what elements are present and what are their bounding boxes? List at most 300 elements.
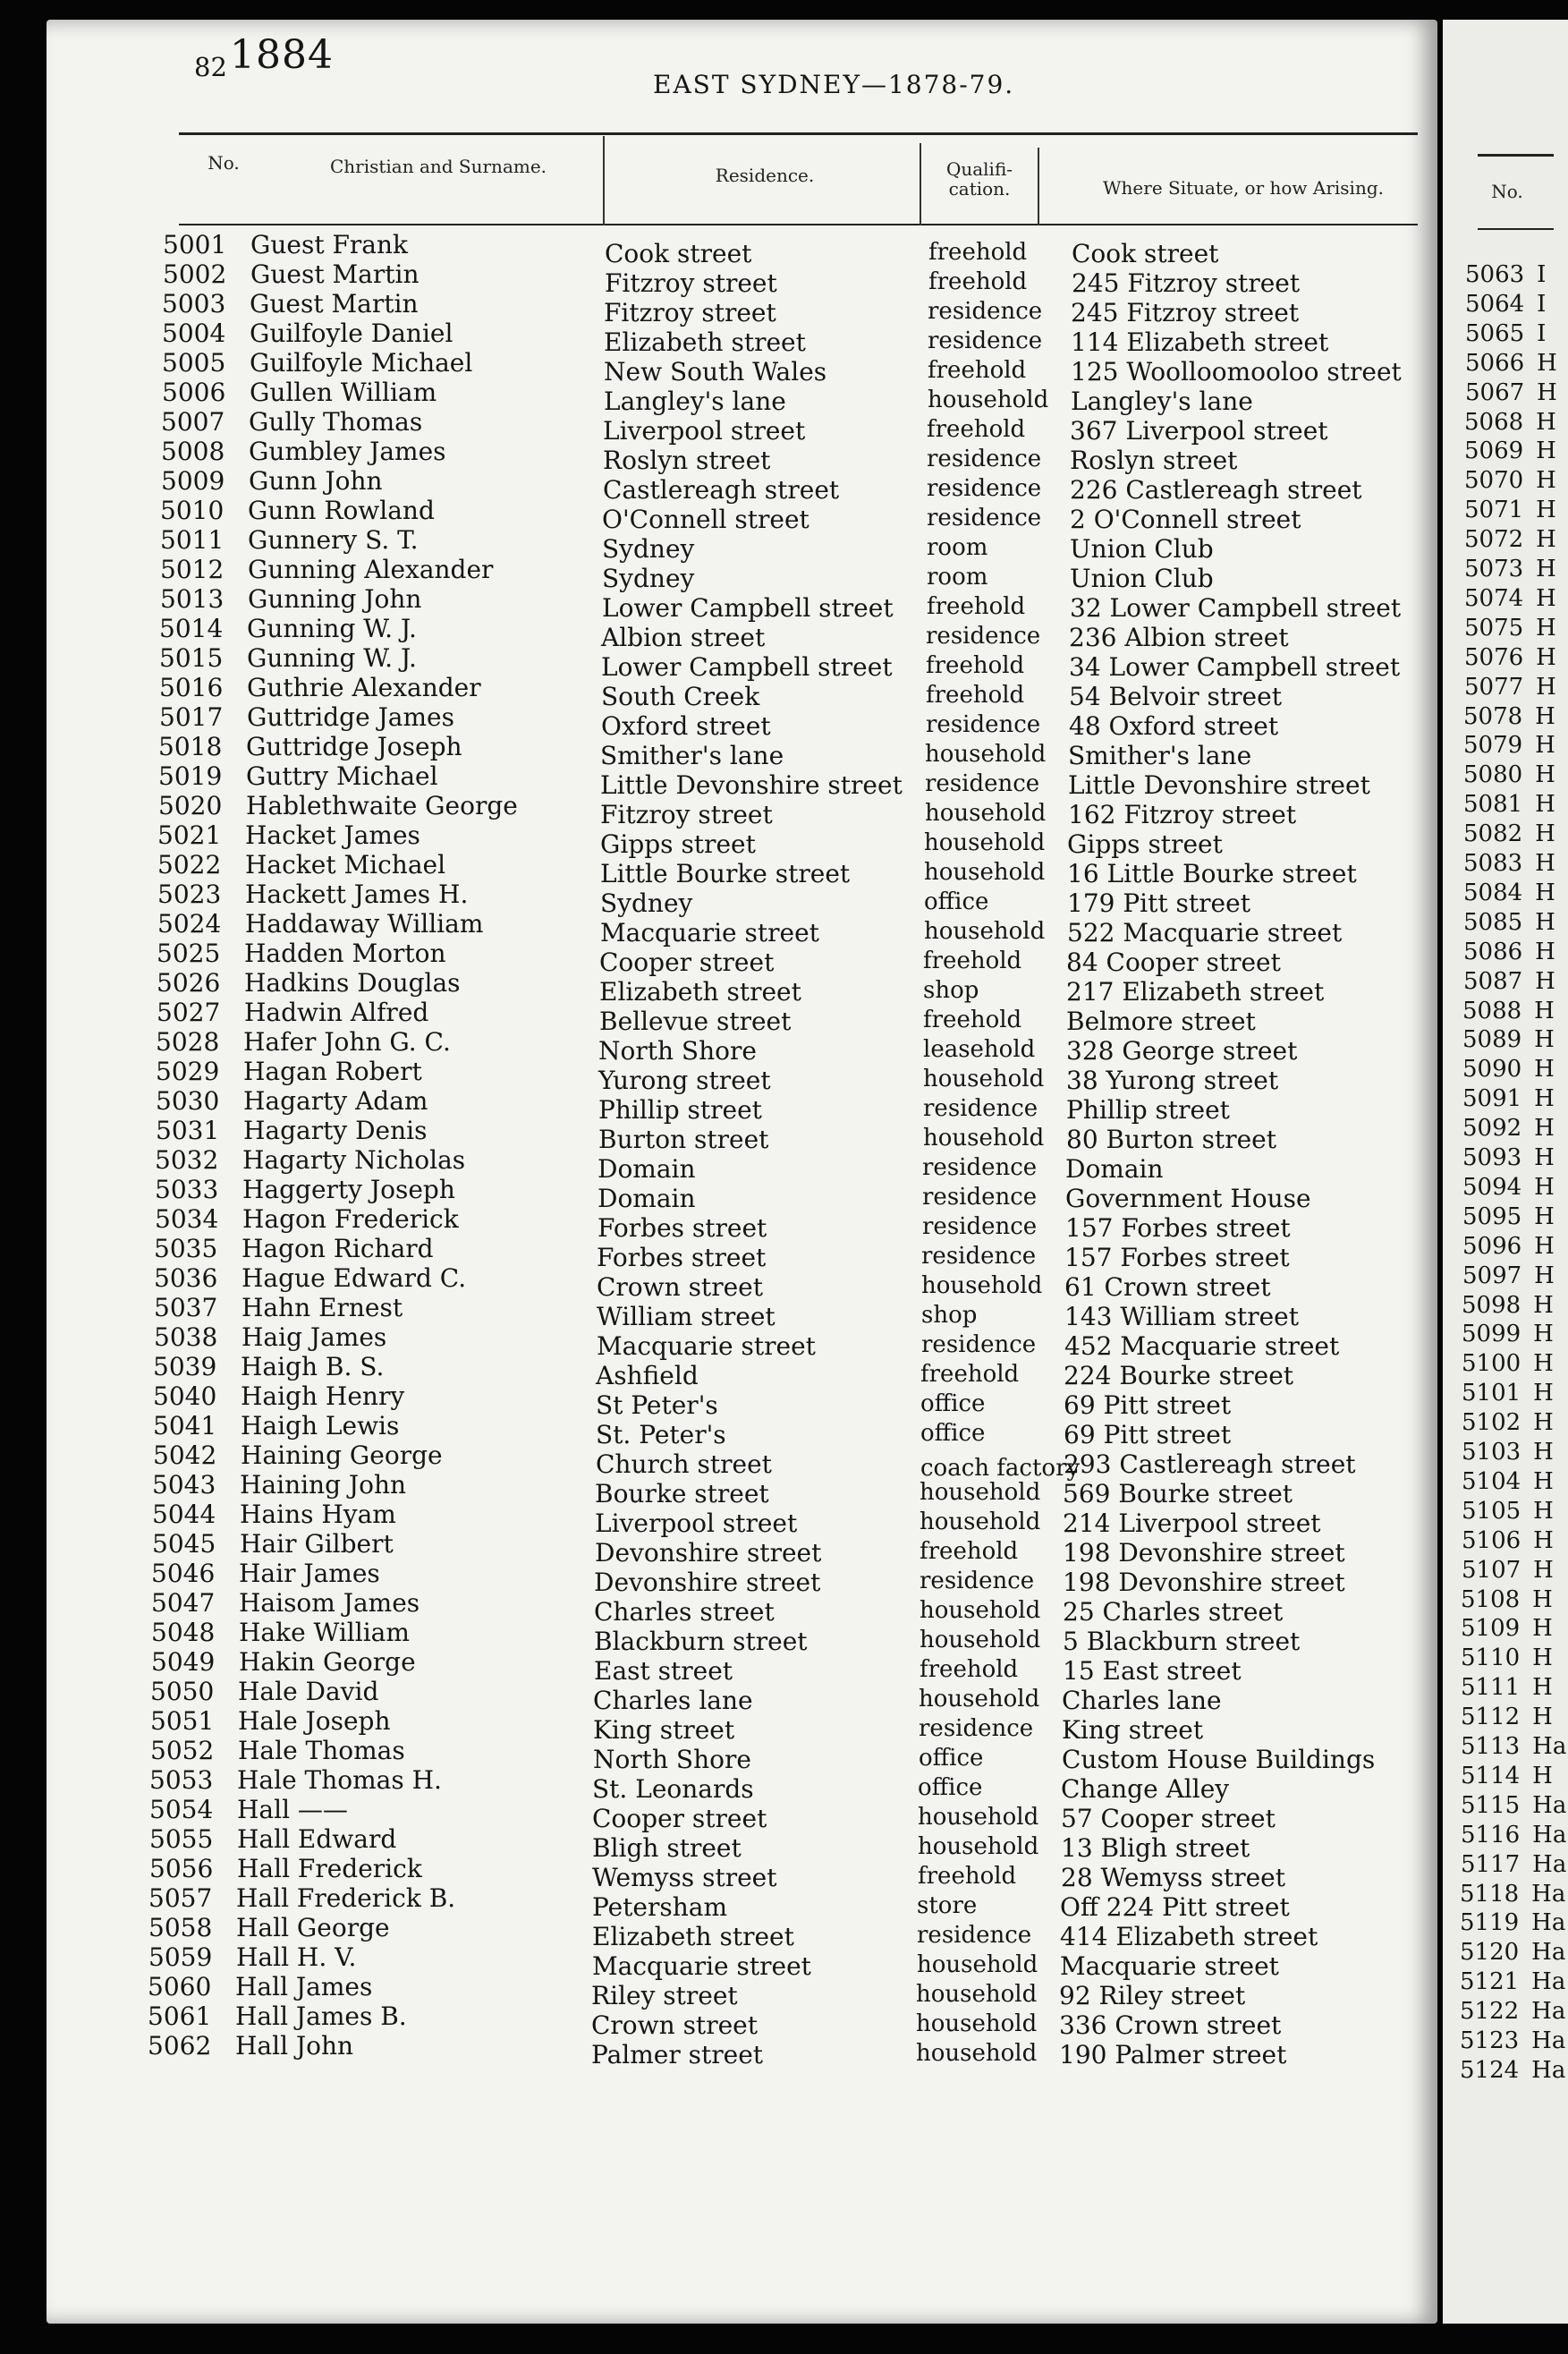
facing-row-number: 5089 — [1462, 1026, 1522, 1053]
facing-row — [1462, 998, 1555, 1024]
voter-qualification: leasehold — [923, 1036, 1036, 1063]
facing-row-name-fragment: H — [1533, 1468, 1554, 1495]
facing-row — [1464, 497, 1556, 523]
voter-qualification: office — [924, 888, 989, 915]
facing-row — [1465, 350, 1557, 377]
voter-name: Haggerty Joseph — [242, 1175, 455, 1204]
facing-row — [1462, 1292, 1554, 1319]
facing-row — [1464, 556, 1556, 582]
voter-property-location: 414 Elizabeth street — [1060, 1922, 1318, 1951]
facing-row — [1461, 1615, 1553, 1642]
voter-residence: Elizabeth street — [592, 1922, 794, 1951]
voter-residence: Langley's lane — [604, 387, 786, 416]
voter-property-location: 452 Macquarie street — [1064, 1331, 1340, 1361]
voter-property-location: 84 Cooper street — [1066, 948, 1281, 977]
voter-name: Haigh B. S. — [241, 1352, 385, 1381]
voter-qualification: shop — [923, 977, 979, 1004]
facing-row-name-fragment: H — [1535, 968, 1555, 995]
facing-row — [1461, 1763, 1553, 1789]
voter-residence: Blackburn street — [594, 1627, 808, 1656]
facing-row-number: 5072 — [1464, 526, 1524, 553]
voter-qualification: household — [924, 829, 1046, 856]
voter-residence: King street — [593, 1715, 735, 1745]
voter-qualification: residence — [926, 711, 1041, 738]
voter-property-location: Belmore street — [1066, 1007, 1256, 1036]
facing-row-number: 5070 — [1464, 467, 1524, 494]
voter-qualification: freehold — [928, 357, 1027, 384]
facing-row — [1460, 2057, 1565, 2084]
voter-residence: Ashfield — [596, 1361, 699, 1390]
facing-row-name-fragment: H — [1535, 909, 1555, 936]
voter-qualification: residence — [926, 623, 1041, 650]
voter-name: Haining John — [240, 1470, 407, 1500]
facing-row-number: 5114 — [1461, 1763, 1521, 1789]
facing-row — [1462, 1262, 1555, 1289]
voter-name: Hall Frederick — [237, 1854, 422, 1883]
facing-row-name-fragment: Ha — [1532, 1733, 1567, 1760]
voter-number: 5055 — [149, 1824, 214, 1854]
voter-property-location: 13 Bligh street — [1061, 1833, 1250, 1863]
voter-number: 5015 — [159, 643, 224, 673]
voter-number: 5030 — [156, 1086, 220, 1116]
facing-row-name-fragment: I — [1537, 291, 1547, 318]
voter-qualification: household — [920, 1479, 1041, 1506]
facing-row-number: 5098 — [1462, 1292, 1521, 1319]
voter-number: 5005 — [162, 348, 226, 378]
facing-row-number: 5082 — [1463, 820, 1523, 847]
voter-number: 5045 — [152, 1529, 216, 1559]
facing-row-name-fragment: H — [1534, 1174, 1555, 1201]
voter-qualification: residence — [920, 1568, 1035, 1594]
voter-number: 5002 — [163, 259, 227, 289]
facing-row-name-fragment: H — [1533, 1527, 1554, 1554]
facing-row-number: 5088 — [1462, 998, 1522, 1024]
voter-name: Hale Thomas H. — [237, 1765, 442, 1795]
voter-residence: Burton street — [598, 1125, 769, 1154]
facing-row-name-fragment: H — [1536, 526, 1556, 553]
voter-name: Gunning Alexander — [248, 555, 494, 584]
voter-property-location: 179 Pitt street — [1067, 888, 1250, 918]
facing-row-number: 5113 — [1461, 1733, 1521, 1760]
voter-qualification: freehold — [928, 268, 1028, 295]
voter-name: Guilfoyle Michael — [250, 348, 473, 378]
voter-number: 5049 — [151, 1647, 216, 1677]
facing-row-number: 5068 — [1464, 409, 1524, 436]
voter-residence: Domain — [598, 1184, 696, 1213]
facing-row-name-fragment: H — [1534, 1262, 1555, 1289]
voter-property-location: 367 Liverpool street — [1070, 416, 1328, 446]
voter-number: 5056 — [149, 1854, 214, 1883]
facing-row-name-fragment: H — [1532, 1704, 1553, 1730]
voter-name: Gunning W. J. — [247, 643, 417, 673]
voter-property-location: 293 Castlereagh street — [1064, 1449, 1356, 1479]
voter-name: Hadkins Douglas — [244, 968, 461, 998]
facing-row — [1461, 1644, 1553, 1671]
voter-name: Hale Thomas — [238, 1736, 405, 1765]
facing-row-name-fragment: Ha — [1531, 1968, 1566, 1995]
voter-qualification: residence — [922, 1184, 1038, 1211]
facing-row — [1461, 1586, 1553, 1613]
facing-row — [1464, 585, 1556, 612]
facing-row — [1462, 1527, 1554, 1554]
voter-name: Hall Edward — [237, 1824, 397, 1854]
facing-row — [1461, 1674, 1553, 1701]
facing-row-name-fragment: H — [1533, 1439, 1554, 1466]
voter-residence: Bligh street — [592, 1833, 742, 1863]
voter-property-location: Government House — [1065, 1184, 1311, 1213]
voter-name: Haisom James — [239, 1588, 420, 1618]
voter-name: Hagarty Denis — [243, 1116, 428, 1145]
facing-row — [1463, 820, 1555, 847]
voter-qualification: freehold — [926, 682, 1025, 709]
voter-qualification: residence — [927, 475, 1042, 502]
facing-row — [1461, 1733, 1566, 1760]
voter-number: 5039 — [153, 1352, 217, 1381]
voter-property-location: Phillip street — [1066, 1095, 1230, 1125]
header-top-rule — [179, 132, 1418, 135]
voter-number: 5003 — [162, 289, 226, 319]
voter-residence: Wemyss street — [592, 1863, 777, 1892]
voter-name: Hadwin Alfred — [244, 998, 429, 1027]
facing-row — [1462, 1468, 1554, 1495]
facing-row-number: 5073 — [1464, 556, 1524, 582]
voter-name: Hall John — [235, 2031, 354, 2061]
voter-name: Guttry Michael — [246, 761, 438, 791]
facing-row — [1462, 1056, 1555, 1083]
voter-property-location: 25 Charles street — [1063, 1597, 1284, 1627]
facing-row-number: 5119 — [1460, 1909, 1520, 1936]
voter-property-location: 54 Belvoir street — [1069, 682, 1282, 711]
voter-property-location: 198 Devonshire street — [1063, 1568, 1345, 1597]
voter-qualification: freehold — [928, 239, 1028, 266]
voter-property-location: 15 East street — [1063, 1656, 1242, 1686]
voter-number: 5050 — [150, 1677, 215, 1706]
voter-property-location: Custom House Buildings — [1062, 1745, 1376, 1774]
voter-name: Hake William — [239, 1618, 410, 1647]
facing-row — [1462, 1439, 1554, 1466]
facing-row — [1464, 526, 1556, 553]
voter-name: Hagan Robert — [243, 1057, 422, 1086]
voter-property-location: 226 Castlereagh street — [1070, 475, 1362, 505]
voter-number: 5037 — [154, 1293, 218, 1322]
voter-name: Gunning W. J. — [247, 614, 417, 643]
voter-name: Gunning John — [248, 584, 422, 614]
voter-qualification: residence — [927, 505, 1042, 531]
voter-qualification: household — [919, 1686, 1040, 1712]
facing-row-name-fragment: H — [1536, 556, 1556, 582]
voter-name: Hale David — [238, 1677, 379, 1706]
voter-number: 5059 — [148, 1942, 213, 1972]
voter-qualification: household — [918, 1804, 1039, 1831]
voter-qualification: residence — [928, 327, 1043, 354]
facing-row-number: 5120 — [1460, 1939, 1520, 1966]
voter-name: Hacket Michael — [245, 850, 446, 880]
facing-row-name-fragment: H — [1534, 1026, 1555, 1053]
facing-row — [1465, 320, 1546, 347]
voter-residence: South Creek — [601, 682, 760, 711]
right-header-top-rule — [1478, 154, 1554, 157]
header-no: No. — [208, 152, 240, 174]
voter-residence: Charles street — [594, 1597, 775, 1627]
voter-residence: St Peter's — [596, 1390, 718, 1420]
voter-number: 5017 — [159, 702, 224, 732]
voter-residence: Fitzroy street — [605, 268, 777, 298]
facing-row — [1460, 1881, 1565, 1908]
facing-row-name-fragment: H — [1535, 820, 1555, 847]
voter-property-location: 157 Forbes street — [1065, 1213, 1291, 1243]
voter-residence: Elizabeth street — [599, 977, 801, 1007]
facing-row-number: 5079 — [1463, 732, 1523, 759]
voter-number: 5020 — [158, 791, 223, 820]
voter-name: Guthrie Alexander — [247, 673, 481, 702]
voter-residence: Riley street — [591, 1981, 738, 2010]
voter-number: 5058 — [148, 1913, 213, 1942]
voter-qualification: household — [920, 1627, 1041, 1653]
facing-row-name-fragment: H — [1535, 939, 1555, 965]
voter-name: Haigh Lewis — [241, 1411, 400, 1440]
facing-row — [1464, 409, 1556, 436]
voter-name: Hall Frederick B. — [236, 1883, 456, 1913]
voter-residence: Sydney — [602, 564, 695, 593]
voter-property-location: 69 Pitt street — [1064, 1420, 1232, 1449]
voter-property-location: 92 Riley street — [1059, 1981, 1246, 2010]
voter-qualification: room — [927, 534, 988, 561]
voter-property-location: King street — [1062, 1715, 1204, 1745]
facing-row-name-fragment: H — [1534, 1085, 1555, 1112]
voter-qualification: residence — [921, 1243, 1037, 1270]
header-where: Where Situate, or how Arising. — [1102, 177, 1384, 199]
facing-row-number: 5071 — [1464, 497, 1524, 523]
voter-qualification: residence — [917, 1922, 1032, 1949]
facing-row — [1463, 909, 1555, 936]
facing-row — [1462, 1115, 1555, 1142]
voter-qualification: residence — [919, 1715, 1034, 1742]
facing-row — [1464, 674, 1556, 701]
voter-qualification: office — [920, 1420, 986, 1447]
voter-number: 5014 — [159, 614, 224, 643]
facing-row — [1461, 1822, 1566, 1848]
page-title: EAST SYDNEY—1878-79. — [653, 70, 1015, 99]
voter-residence: Macquarie street — [597, 1331, 816, 1361]
voter-name: Hagarty Nicholas — [242, 1145, 466, 1175]
facing-row-number: 5103 — [1462, 1439, 1521, 1466]
voter-qualification: freehold — [926, 652, 1025, 679]
facing-row-number: 5091 — [1462, 1085, 1522, 1112]
voter-qualification: freehold — [923, 1007, 1022, 1033]
voter-residence: Albion street — [601, 623, 766, 652]
facing-row-number: 5090 — [1462, 1056, 1522, 1083]
voter-property-location: 28 Wemyss street — [1061, 1863, 1286, 1892]
voter-number: 5006 — [162, 378, 226, 407]
voter-residence: Roslyn street — [603, 446, 771, 475]
voter-number: 5033 — [155, 1175, 219, 1204]
voter-name: Guest Martin — [250, 289, 419, 319]
voter-property-location: 32 Lower Campbell street — [1070, 593, 1402, 623]
voter-property-location: Little Devonshire street — [1068, 770, 1370, 800]
facing-row-name-fragment: H — [1535, 791, 1555, 818]
voter-property-location: 5 Blackburn street — [1063, 1627, 1301, 1656]
voter-number: 5022 — [157, 850, 222, 880]
facing-row-number: 5075 — [1464, 615, 1524, 642]
voter-name: Hair James — [239, 1559, 380, 1588]
facing-row-name-fragment: H — [1533, 1380, 1554, 1406]
facing-row — [1463, 761, 1555, 788]
voter-residence: Crown street — [591, 2010, 758, 2040]
voter-number: 5025 — [157, 939, 221, 968]
facing-row — [1464, 438, 1556, 464]
facing-row — [1463, 850, 1555, 877]
voter-number: 5046 — [151, 1559, 216, 1588]
facing-row-number: 5093 — [1462, 1144, 1522, 1171]
voter-name: Haigh Henry — [241, 1381, 405, 1411]
voter-residence: Little Devonshire street — [600, 770, 903, 800]
facing-row-number: 5097 — [1462, 1262, 1522, 1289]
voter-residence: Bourke street — [595, 1479, 769, 1508]
voter-name: Gunn Rowland — [248, 496, 435, 525]
facing-row-name-fragment: Ha — [1531, 1909, 1566, 1936]
voter-name: Guest Frank — [250, 230, 408, 259]
voter-number: 5011 — [160, 525, 225, 555]
facing-row-name-fragment: H — [1534, 1115, 1555, 1142]
facing-row-name-fragment: H — [1536, 438, 1556, 464]
voter-property-location: 224 Bourke street — [1064, 1361, 1294, 1390]
facing-row-number: 5069 — [1464, 438, 1524, 464]
facing-row-number: 5118 — [1460, 1881, 1520, 1908]
voter-name: Hagarty Adam — [243, 1086, 428, 1116]
facing-row-name-fragment: H — [1536, 409, 1556, 436]
voter-name: Guttridge Joseph — [246, 732, 462, 761]
divider-residence-qual — [920, 143, 921, 225]
facing-row — [1464, 615, 1556, 642]
voter-number: 5024 — [157, 909, 222, 939]
voter-name: Hagon Frederick — [242, 1204, 459, 1234]
facing-row-name-fragment: H — [1537, 379, 1557, 406]
voter-qualification: office — [920, 1390, 986, 1417]
voter-residence: William street — [597, 1302, 776, 1331]
facing-row-name-fragment: I — [1537, 320, 1547, 347]
voter-property-location: 236 Albion street — [1069, 623, 1289, 652]
facing-row-number: 5095 — [1462, 1203, 1522, 1230]
facing-row-name-fragment: H — [1536, 615, 1556, 642]
facing-row-name-fragment: Ha — [1531, 1939, 1566, 1966]
facing-row — [1460, 1939, 1565, 1966]
facing-row-name-fragment: H — [1532, 1644, 1553, 1671]
voter-residence: Lower Campbell street — [602, 593, 894, 623]
voter-residence: Oxford street — [601, 711, 771, 741]
voter-number: 5060 — [148, 1972, 212, 2001]
facing-row — [1462, 1409, 1554, 1436]
voter-property-location: Gipps street — [1067, 829, 1223, 859]
voter-number: 5044 — [152, 1500, 216, 1529]
voter-name: Haig James — [242, 1322, 387, 1352]
facing-row-number: 5123 — [1460, 2027, 1520, 2054]
facing-row-number: 5117 — [1461, 1851, 1521, 1878]
facing-row-name-fragment: H — [1536, 674, 1556, 701]
voter-property-location: 48 Oxford street — [1069, 711, 1279, 741]
voter-qualification: household — [923, 1125, 1045, 1152]
voter-qualification: household — [916, 1981, 1038, 2008]
voter-name: Gumbley James — [249, 437, 446, 466]
voter-qualification: household — [916, 2010, 1038, 2037]
voter-number: 5054 — [149, 1795, 214, 1824]
voter-residence: Elizabeth street — [604, 327, 806, 357]
facing-row-name-fragment: H — [1535, 761, 1555, 788]
facing-row — [1462, 1498, 1554, 1525]
voter-property-location: 214 Liverpool street — [1063, 1508, 1321, 1538]
voter-name: Hains Hyam — [240, 1500, 396, 1529]
voter-name: Hall —— — [237, 1795, 348, 1824]
facing-row-name-fragment: Ha — [1532, 1822, 1567, 1848]
facing-row — [1461, 1704, 1553, 1730]
voter-name: Hall George — [236, 1913, 390, 1942]
voter-number: 5048 — [151, 1618, 216, 1647]
facing-row-name-fragment: Ha — [1531, 1998, 1566, 2025]
facing-row — [1461, 1792, 1566, 1819]
voter-property-location: 157 Forbes street — [1064, 1243, 1290, 1272]
voter-residence: Gipps street — [600, 829, 756, 859]
voter-name: Hadden Morton — [244, 939, 446, 968]
voter-property-location: Union Club — [1070, 564, 1214, 593]
voter-qualification: residence — [921, 1331, 1037, 1358]
voter-number: 5027 — [157, 998, 221, 1027]
voter-number: 5012 — [160, 555, 225, 584]
voter-name: Hakin George — [239, 1647, 416, 1677]
voter-name: Gunn John — [249, 466, 383, 496]
facing-row-name-fragment: H — [1533, 1409, 1554, 1436]
voter-number: 5021 — [157, 820, 222, 850]
facing-row — [1463, 880, 1555, 906]
voter-property-location: 34 Lower Campbell street — [1069, 652, 1401, 682]
facing-row-name-fragment: H — [1532, 1763, 1553, 1789]
facing-row-number: 5110 — [1461, 1644, 1521, 1671]
voter-property-location: 217 Elizabeth street — [1066, 977, 1325, 1007]
voter-property-location: Off 224 Pitt street — [1060, 1892, 1290, 1922]
voter-number: 5057 — [148, 1883, 213, 1913]
facing-row-name-fragment: H — [1536, 497, 1556, 523]
voter-name: Hablethwaite George — [246, 791, 518, 820]
facing-row-name-fragment: H — [1533, 1498, 1554, 1525]
voter-residence: Cook street — [605, 239, 752, 268]
voter-number: 5018 — [158, 732, 223, 761]
voter-name: Hall James B. — [235, 2001, 407, 2031]
voter-name: Gully Thomas — [249, 407, 423, 437]
facing-row-number: 5066 — [1465, 350, 1525, 377]
voter-number: 5009 — [161, 466, 225, 496]
facing-row-number: 5083 — [1463, 850, 1523, 877]
voter-residence: Sydney — [602, 534, 695, 564]
facing-row-name-fragment: Ha — [1531, 2027, 1566, 2054]
facing-row-name-fragment: H — [1534, 1144, 1555, 1171]
voter-qualification: coach factory — [920, 1455, 1081, 1482]
voter-qualification: residence — [928, 298, 1043, 325]
voter-number: 5043 — [152, 1470, 216, 1500]
voter-qualification: household — [924, 859, 1046, 886]
voter-name: Hagon Richard — [242, 1234, 434, 1263]
voter-property-location: 328 George street — [1066, 1036, 1298, 1066]
facing-row-number: 5078 — [1463, 703, 1523, 730]
facing-row — [1462, 1026, 1555, 1053]
voter-property-location: Union Club — [1070, 534, 1214, 564]
facing-row-number: 5067 — [1465, 379, 1525, 406]
voter-qualification: household — [928, 387, 1049, 413]
facing-row-name-fragment: H — [1533, 1557, 1554, 1584]
facing-row — [1462, 1085, 1555, 1112]
voter-name: Guttridge James — [247, 702, 454, 732]
voter-property-location: 61 Crown street — [1064, 1272, 1271, 1302]
voter-residence: New South Wales — [604, 357, 827, 387]
header-bottom-rule — [179, 224, 1418, 225]
voter-residence: Cooper street — [592, 1804, 767, 1833]
